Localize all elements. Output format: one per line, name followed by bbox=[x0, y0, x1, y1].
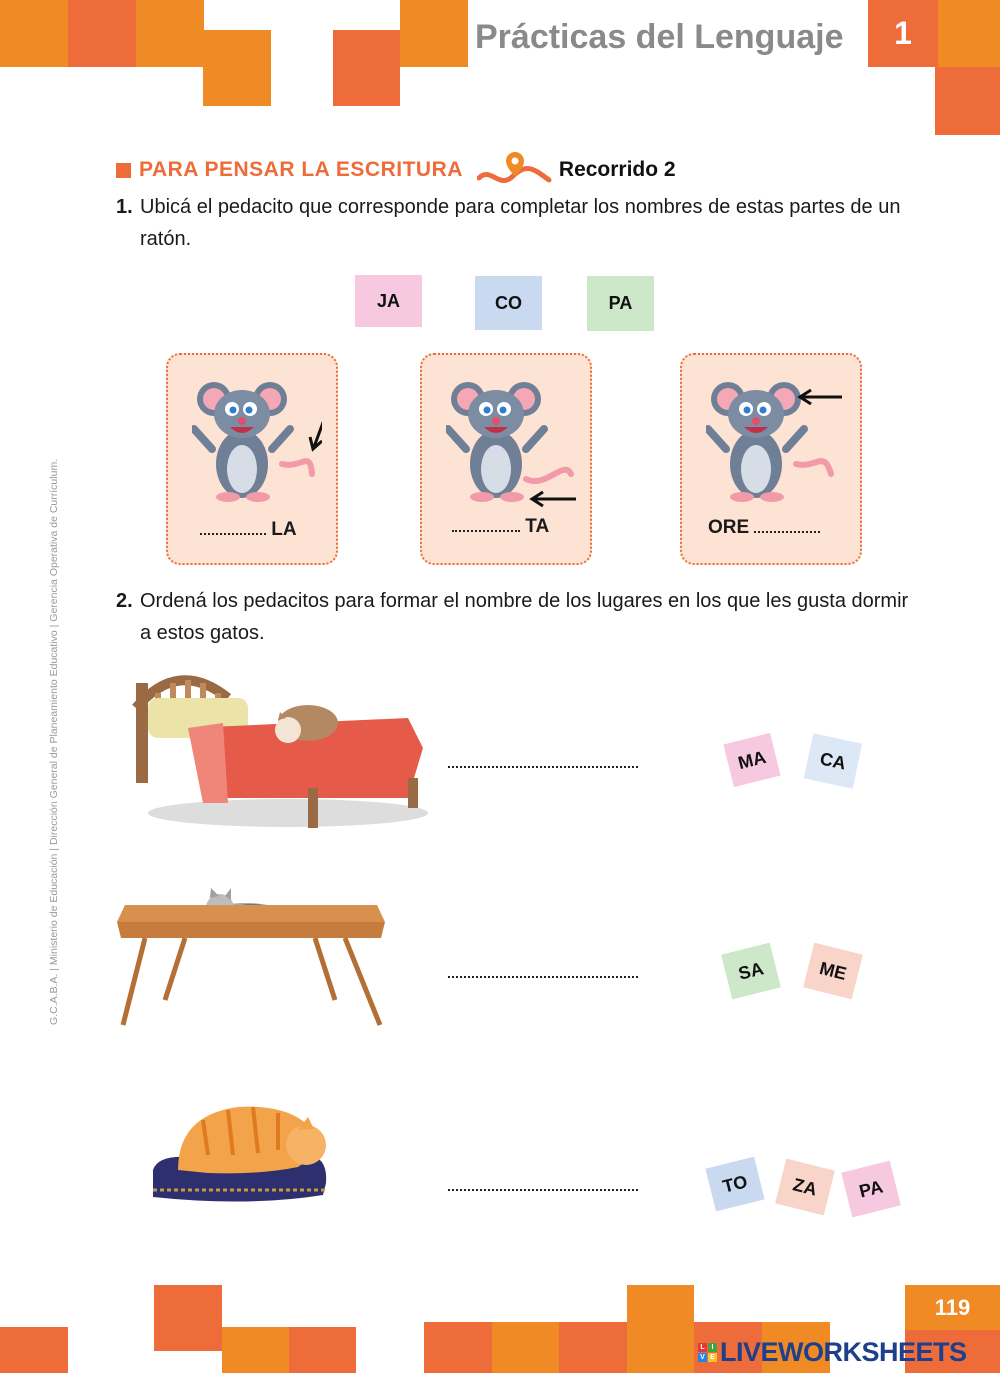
cat-on-bed-image bbox=[128, 668, 428, 833]
header-deco-block bbox=[400, 0, 468, 67]
bullet-square-icon bbox=[116, 163, 131, 178]
syllable-piece[interactable]: TO bbox=[705, 1157, 764, 1212]
word-prefix: ORE bbox=[708, 517, 750, 538]
mouse-card-paw bbox=[420, 353, 592, 565]
answer-blank[interactable] bbox=[452, 530, 520, 532]
footer-deco-block bbox=[492, 1322, 559, 1373]
syllable-tile-pa[interactable]: PA bbox=[587, 276, 654, 331]
answer-line[interactable] bbox=[448, 1189, 638, 1191]
word-suffix: LA bbox=[271, 519, 297, 540]
question-1 bbox=[116, 191, 916, 255]
mouse-card-ear bbox=[680, 353, 862, 565]
header-deco-block bbox=[935, 67, 1000, 135]
footer-deco-block bbox=[154, 1285, 222, 1351]
question-number: 1. bbox=[116, 196, 133, 218]
answer-line[interactable] bbox=[448, 766, 638, 768]
footer-deco-block bbox=[559, 1322, 627, 1373]
syllable-piece[interactable]: CA bbox=[804, 733, 862, 788]
liveworksheets-logo-icon: L I V E bbox=[698, 1343, 717, 1362]
footer-deco-block bbox=[289, 1327, 356, 1373]
answer-blank[interactable] bbox=[754, 531, 820, 533]
question-text: Ordená los pedacitos para formar el nombre de los lugares en los que les gusta dormir a estos gatos. bbox=[140, 590, 909, 644]
cat-on-shoe-image bbox=[148, 1095, 338, 1215]
word-blank bbox=[708, 517, 820, 539]
word-suffix: TA bbox=[525, 516, 550, 537]
location-pin-icon bbox=[477, 150, 553, 190]
question-number: 2. bbox=[116, 590, 133, 612]
header-deco-block bbox=[68, 0, 136, 67]
mouse-image bbox=[706, 369, 846, 509]
mouse-image bbox=[192, 369, 322, 509]
word-blank bbox=[452, 516, 549, 538]
header-deco-block bbox=[935, 0, 1000, 67]
word-blank bbox=[200, 519, 297, 541]
mouse-image bbox=[446, 369, 576, 509]
syllable-piece[interactable]: ZA bbox=[775, 1159, 835, 1216]
page-title: Prácticas del Lenguaje bbox=[475, 18, 844, 56]
header-deco-block bbox=[136, 0, 204, 67]
syllable-piece[interactable]: SA bbox=[721, 943, 781, 1000]
footer-deco-block bbox=[424, 1322, 492, 1373]
footer-deco-block bbox=[627, 1285, 694, 1373]
liveworksheets-watermark bbox=[698, 1337, 967, 1368]
header-deco-block bbox=[0, 0, 68, 67]
unit-number: 1 bbox=[868, 0, 938, 67]
syllable-piece[interactable]: ME bbox=[803, 943, 863, 1000]
footer-deco-block bbox=[222, 1327, 290, 1373]
header-deco-block bbox=[203, 30, 271, 106]
header-deco-block bbox=[333, 30, 400, 106]
question-text: Ubicá el pedacito que corresponde para completar los nombres de estas partes de un ratón. bbox=[140, 196, 901, 250]
syllable-tile-ja[interactable]: JA bbox=[355, 275, 422, 327]
syllable-piece[interactable]: MA bbox=[723, 733, 780, 787]
answer-line[interactable] bbox=[448, 976, 638, 978]
answer-blank[interactable] bbox=[200, 533, 266, 535]
mouse-card-tail bbox=[166, 353, 338, 565]
footer-deco-block bbox=[0, 1327, 68, 1373]
section-title: PARA PENSAR LA ESCRITURA bbox=[139, 158, 463, 181]
watermark-text: LIVEWORKSHEETS bbox=[720, 1337, 967, 1367]
question-2 bbox=[116, 585, 916, 649]
cat-on-table-image bbox=[115, 880, 390, 1030]
syllable-piece[interactable]: PA bbox=[841, 1161, 901, 1218]
sidebar-credits: G.C.A.B.A. | Ministerio de Educación | Dirección General de Planeamiento Educativo | Gerencia Operativa de Currículum. bbox=[48, 458, 60, 1025]
section-heading bbox=[116, 150, 676, 190]
syllable-tile-co[interactable]: CO bbox=[475, 276, 542, 330]
page-number: 119 bbox=[905, 1285, 1000, 1330]
route-label: Recorrido 2 bbox=[558, 158, 676, 181]
